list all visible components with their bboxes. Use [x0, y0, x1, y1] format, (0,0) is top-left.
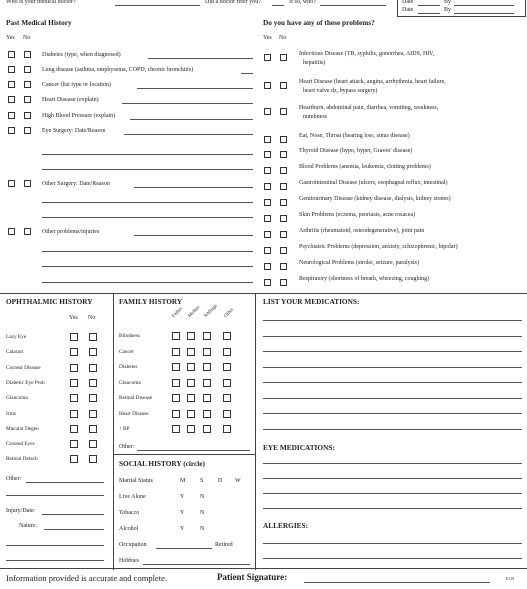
- problem-item-label: Gastrointestinal Disease (ulcers, esophageal reflux, intestinal): [299, 180, 448, 186]
- other-problems-no-checkbox[interactable]: [24, 228, 31, 235]
- medications-title: LIST YOUR MEDICATIONS:: [263, 297, 360, 306]
- pmh-item-label: Eye Surgery: Date/Reason: [42, 128, 106, 134]
- problem-no-checkbox[interactable]: [280, 247, 287, 254]
- occupation-label: Occupation: [119, 542, 147, 548]
- ophth-no-header: No: [88, 315, 96, 321]
- medication-line[interactable]: [263, 320, 522, 321]
- alcohol-y[interactable]: Y: [180, 526, 185, 532]
- alcohol-n[interactable]: N: [200, 526, 205, 532]
- family-item-label: Diabetes: [119, 364, 138, 370]
- pmh-answer-line[interactable]: [130, 119, 253, 120]
- doctor-question: Who is your medical doctor?: [6, 0, 76, 5]
- ophth-yes-checkbox[interactable]: [70, 440, 78, 448]
- other-surgery-extra-line[interactable]: [42, 202, 253, 203]
- family-item-label: Retinal Disease: [119, 395, 153, 401]
- ophth-item-label: Macular Degen: [6, 425, 39, 432]
- office-by-line-2[interactable]: [454, 13, 514, 14]
- family-checkbox[interactable]: [187, 332, 195, 340]
- office-date-label-2: Date: [402, 7, 414, 13]
- family-checkbox[interactable]: [203, 332, 211, 340]
- problem-yes-checkbox[interactable]: [264, 199, 271, 206]
- injury-extra-line[interactable]: [6, 545, 104, 546]
- pmh-yes-checkbox[interactable]: [8, 81, 15, 88]
- family-checkbox[interactable]: [223, 410, 231, 418]
- eye-medications-title: EYE MEDICATIONS:: [263, 443, 335, 452]
- pmh-no-checkbox[interactable]: [24, 51, 31, 58]
- pmh-answer-line[interactable]: [148, 58, 253, 59]
- ophth-no-checkbox[interactable]: [89, 425, 97, 433]
- family-item-label: Glaucoma: [119, 379, 141, 386]
- ophth-item-label: Lazy Eye: [6, 334, 27, 340]
- allergy-line[interactable]: [263, 543, 522, 544]
- ophth-yes-checkbox[interactable]: [70, 394, 78, 402]
- family-item-label: Blindness: [119, 333, 140, 339]
- ophth-yes-checkbox[interactable]: [70, 333, 78, 341]
- retired-label[interactable]: Retired: [215, 542, 233, 548]
- pmh-answer-line[interactable]: [122, 103, 253, 104]
- ophth-item-label: Cataract: [6, 349, 24, 356]
- medication-line[interactable]: [263, 398, 522, 399]
- problem-yes-checkbox[interactable]: [264, 247, 271, 254]
- other-surgery-no-checkbox[interactable]: [24, 180, 31, 187]
- medication-line[interactable]: [263, 413, 522, 414]
- pmh-yes-checkbox[interactable]: [8, 96, 15, 103]
- ophth-no-checkbox[interactable]: [89, 440, 97, 448]
- ophth-yes-checkbox[interactable]: [70, 379, 78, 387]
- eye-medication-line[interactable]: [263, 493, 522, 494]
- family-checkbox[interactable]: [187, 394, 195, 402]
- problem-no-checkbox[interactable]: [280, 167, 287, 174]
- family-checkbox[interactable]: [203, 410, 211, 418]
- signature-label: Patient Signature:: [217, 572, 288, 582]
- family-checkbox[interactable]: [203, 425, 211, 433]
- other-problems-label: Other problems/injuries: [42, 229, 100, 235]
- other-surgery-yes-checkbox[interactable]: [8, 180, 15, 187]
- problem-no-checkbox[interactable]: [280, 136, 287, 143]
- other-surgery-label: Other Surgery: Date/Reason: [42, 181, 110, 187]
- footer-divider: [0, 568, 527, 569]
- problem-yes-checkbox[interactable]: [264, 215, 271, 222]
- family-checkbox[interactable]: [172, 394, 180, 402]
- other-problems-line[interactable]: [134, 235, 253, 236]
- ophth-yes-checkbox[interactable]: [70, 348, 78, 356]
- problem-item-label: Genitourinary Disease (kidney disease, dialysis, kidney stones): [299, 196, 451, 202]
- problem-yes-checkbox[interactable]: [264, 263, 271, 270]
- ophth-no-checkbox[interactable]: [89, 379, 97, 387]
- ophth-item-label: Corneal Disease: [6, 364, 41, 371]
- family-checkbox[interactable]: [172, 332, 180, 340]
- live-alone-label: Live Alone: [119, 494, 146, 500]
- problem-yes-checkbox[interactable]: [264, 82, 271, 89]
- injury-nature-label: Nature:: [19, 523, 37, 529]
- family-checkbox[interactable]: [203, 348, 211, 356]
- problem-no-checkbox[interactable]: [280, 215, 287, 222]
- family-checkbox[interactable]: [223, 394, 231, 402]
- office-by-line-1[interactable]: [454, 5, 514, 6]
- family-checkbox[interactable]: [187, 363, 195, 371]
- pmh-no-checkbox[interactable]: [24, 112, 31, 119]
- social-title: SOCIAL HISTORY (circle): [119, 459, 205, 468]
- office-date-label-1: Date: [402, 0, 414, 5]
- office-by-label-1: By: [444, 0, 452, 5]
- family-item-label: Cancer: [119, 348, 134, 355]
- ophth-yes-checkbox[interactable]: [70, 364, 78, 372]
- marital-label: Marital Status: [119, 478, 153, 484]
- problem-item-label: Blood Problems (anemia, leukemia, clotting problems): [299, 164, 431, 170]
- problem-item-label: Psychiatric Problems (depression, anxiety, schizophrenic, bipolar): [299, 244, 458, 250]
- other-problems-extra-line[interactable]: [42, 251, 253, 252]
- office-use-box: [397, 0, 526, 17]
- pmh-item-label: Lung disease (asthma, emphysema, COPD, chronic bronchitis): [42, 67, 194, 73]
- problem-no-checkbox[interactable]: [280, 108, 287, 115]
- other-problems-extra-line[interactable]: [42, 266, 253, 267]
- family-checkbox[interactable]: [187, 348, 195, 356]
- problem-no-checkbox[interactable]: [280, 183, 287, 190]
- family-checkbox[interactable]: [223, 332, 231, 340]
- problems-no-header: No: [279, 35, 287, 41]
- office-date-line-2[interactable]: [418, 13, 440, 14]
- family-col-father: Father: [171, 306, 185, 319]
- family-checkbox[interactable]: [187, 425, 195, 433]
- problem-no-checkbox[interactable]: [280, 54, 287, 61]
- problem-item-label-cont: hepatitis): [303, 60, 326, 66]
- family-checkbox[interactable]: [172, 363, 180, 371]
- problem-item-label-cont: heart valve dz, bypass surgery): [303, 88, 378, 94]
- problem-no-checkbox[interactable]: [280, 199, 287, 206]
- ophth-other-extra-line[interactable]: [6, 495, 104, 496]
- problems-title: Do you have any of these problems?: [263, 18, 375, 27]
- problem-yes-checkbox[interactable]: [264, 151, 271, 158]
- ophth-item-label: Diabetic Eye Prob: [6, 379, 45, 386]
- pmh-yes-checkbox[interactable]: [8, 127, 15, 134]
- doctor-answer-line[interactable]: [115, 5, 200, 6]
- ophth-yes-checkbox[interactable]: [70, 425, 78, 433]
- marital-opt-d[interactable]: D: [218, 478, 223, 484]
- if-so-label: If so, who?: [289, 0, 316, 5]
- problem-item-label: Skin Problems (eczema, psoriasis, acne rosacea): [299, 212, 416, 218]
- allergy-line[interactable]: [263, 558, 522, 559]
- family-checkbox[interactable]: [203, 394, 211, 402]
- pmh-answer-line[interactable]: [241, 73, 253, 74]
- injury-extra-line[interactable]: [6, 560, 104, 561]
- hobbies-label: Hobbies: [119, 558, 139, 564]
- pmh-yes-checkbox[interactable]: [8, 66, 15, 73]
- problem-yes-checkbox[interactable]: [264, 108, 271, 115]
- problem-no-checkbox[interactable]: [280, 279, 287, 286]
- alcohol-label: Alcohol: [119, 526, 139, 532]
- eye-medication-line[interactable]: [263, 478, 522, 479]
- problem-item-label: Neurological Problems (stroke, seizure, paralysis): [299, 260, 419, 266]
- family-col-siblings: Siblings: [203, 303, 219, 319]
- family-checkbox[interactable]: [203, 363, 211, 371]
- problem-yes-checkbox[interactable]: [264, 231, 271, 238]
- live-alone-y[interactable]: Y: [180, 494, 185, 500]
- referral-question: Did a doctor refer you?: [205, 0, 261, 5]
- family-checkbox[interactable]: [223, 379, 231, 387]
- problem-item-label: Heart Disease (heart attack, angina, arrhythmia, heart failure,: [299, 79, 446, 85]
- family-checkbox[interactable]: [172, 379, 180, 387]
- problem-item-label: Arthritis (rheumatoid, osteodegenerative), joint pain: [299, 228, 425, 234]
- injury-date-line[interactable]: [42, 514, 104, 515]
- pmh-no-header: No: [23, 35, 31, 41]
- family-checkbox[interactable]: [187, 410, 195, 418]
- problem-yes-checkbox[interactable]: [264, 54, 271, 61]
- column-divider: [113, 293, 114, 570]
- pmh-yes-header: Yes: [6, 35, 15, 41]
- family-title: FAMILY HISTORY: [119, 297, 183, 306]
- referrer-line[interactable]: [320, 5, 386, 6]
- eye-medication-line[interactable]: [263, 463, 522, 464]
- ophth-no-checkbox[interactable]: [89, 394, 97, 402]
- pmh-no-checkbox[interactable]: [24, 127, 31, 134]
- accuracy-statement: Information provided is accurate and complete.: [6, 573, 167, 583]
- problem-yes-checkbox[interactable]: [264, 279, 271, 286]
- ophth-item-label: Glaucoma: [6, 395, 28, 402]
- family-col-other: Other: [223, 307, 236, 319]
- office-by-label-2: By: [444, 7, 452, 13]
- ophth-item-label: Retinal Detach: [6, 456, 38, 463]
- eye-surgery-extra-line[interactable]: [42, 169, 253, 170]
- problem-no-checkbox[interactable]: [280, 151, 287, 158]
- medication-line[interactable]: [263, 429, 522, 430]
- ophth-no-checkbox[interactable]: [89, 348, 97, 356]
- family-item-label: Heart Disease: [119, 410, 149, 417]
- pmh-yes-checkbox[interactable]: [8, 112, 15, 119]
- ophth-item-label: Crossed Eyes: [6, 441, 35, 448]
- problem-item-label: Heartburn, abdominal pain, diarrhea, vomiting, weakness,: [299, 105, 439, 111]
- marital-opt-m[interactable]: M: [180, 478, 186, 484]
- problem-item-label: Respiratory (shortness of breath, wheezing, coughing): [299, 276, 430, 282]
- family-item-label: ↑ BP: [119, 426, 130, 432]
- pmh-item-label: Heart Disease (explain): [42, 97, 99, 103]
- problem-item-label: Infectious Disease (TB, syphilis, gonorrhea, AIDS, HIV,: [299, 51, 435, 57]
- medication-line[interactable]: [263, 336, 522, 337]
- problems-yes-header: Yes: [263, 35, 272, 41]
- ophth-item-label: Iritis: [6, 410, 17, 417]
- column-divider: [255, 293, 256, 570]
- ophth-no-checkbox[interactable]: [89, 455, 97, 463]
- family-checkbox[interactable]: [187, 379, 195, 387]
- problem-item-label: Thyroid Disease (hypo, hyper, Graves' disease): [299, 148, 413, 154]
- pmh-item-label: High Blood Pressure (explain): [42, 113, 116, 119]
- referral-answer-line[interactable]: [272, 5, 284, 6]
- marital-opt-s[interactable]: S: [200, 478, 204, 484]
- pmh-title: Past Medical History: [6, 18, 72, 27]
- ophth-other-line[interactable]: [26, 482, 104, 483]
- pmh-answer-line[interactable]: [137, 88, 253, 89]
- medication-line[interactable]: [263, 382, 522, 383]
- problem-yes-checkbox[interactable]: [264, 136, 271, 143]
- medication-line[interactable]: [263, 367, 522, 368]
- section-divider: [0, 293, 527, 294]
- injury-nature-line[interactable]: [44, 529, 104, 530]
- family-checkbox[interactable]: [223, 363, 231, 371]
- ophth-yes-checkbox[interactable]: [70, 455, 78, 463]
- problem-item-label-cont: numbness: [303, 114, 327, 120]
- ophth-other-label: Other:: [6, 476, 22, 482]
- live-alone-n[interactable]: N: [200, 494, 205, 500]
- hobbies-line[interactable]: [143, 564, 250, 565]
- tobacco-n[interactable]: N: [200, 510, 205, 516]
- eye-medication-line[interactable]: [263, 508, 522, 509]
- eye-surgery-extra-line[interactable]: [42, 154, 253, 155]
- other-problems-extra-line[interactable]: [42, 282, 253, 283]
- family-checkbox[interactable]: [203, 379, 211, 387]
- office-date-line-1[interactable]: [418, 5, 440, 6]
- ophth-no-checkbox[interactable]: [89, 333, 97, 341]
- signature-line[interactable]: [304, 582, 490, 583]
- ophth-yes-header: Yes: [69, 315, 78, 321]
- family-other-line[interactable]: [137, 450, 250, 451]
- other-surgery-extra-line[interactable]: [42, 217, 253, 218]
- family-col-mother: Mother: [187, 305, 202, 319]
- pmh-answer-line[interactable]: [124, 134, 253, 135]
- form-code: E119: [506, 576, 515, 581]
- other-surgery-line[interactable]: [134, 187, 253, 188]
- problem-yes-checkbox[interactable]: [264, 167, 271, 174]
- occupation-line[interactable]: [156, 548, 212, 549]
- medication-line[interactable]: [263, 351, 522, 352]
- family-checkbox[interactable]: [172, 348, 180, 356]
- family-checkbox[interactable]: [172, 425, 180, 433]
- ophth-title: OPHTHALMIC HISTORY: [6, 297, 93, 306]
- tobacco-label: Tobacco: [119, 510, 140, 516]
- problem-no-checkbox[interactable]: [280, 231, 287, 238]
- ophth-no-checkbox[interactable]: [89, 410, 97, 418]
- problem-no-checkbox[interactable]: [280, 82, 287, 89]
- pmh-item-label: Cancer (list type or location): [42, 82, 111, 88]
- family-checkbox[interactable]: [223, 348, 231, 356]
- marital-opt-w[interactable]: W: [235, 478, 241, 484]
- other-problems-yes-checkbox[interactable]: [8, 228, 15, 235]
- family-other-label: Other:: [119, 444, 135, 450]
- pmh-item-label: Diabetes (type, when diagnosed): [42, 52, 121, 58]
- pmh-yes-checkbox[interactable]: [8, 51, 15, 58]
- family-checkbox[interactable]: [223, 425, 231, 433]
- pmh-no-checkbox[interactable]: [24, 66, 31, 73]
- tobacco-y[interactable]: Y: [180, 510, 185, 516]
- allergies-title: ALLERGIES:: [263, 521, 309, 530]
- family-checkbox[interactable]: [172, 410, 180, 418]
- ophth-yes-checkbox[interactable]: [70, 410, 78, 418]
- problem-no-checkbox[interactable]: [280, 263, 287, 270]
- problem-yes-checkbox[interactable]: [264, 183, 271, 190]
- problem-item-label: Eat, Nose, Throat (hearing loss, sinus disease): [299, 133, 410, 139]
- injury-date-label: Injury/Date:: [6, 508, 36, 514]
- ophth-no-checkbox[interactable]: [89, 364, 97, 372]
- social-divider: [113, 454, 256, 455]
- pmh-no-checkbox[interactable]: [24, 96, 31, 103]
- pmh-no-checkbox[interactable]: [24, 81, 31, 88]
